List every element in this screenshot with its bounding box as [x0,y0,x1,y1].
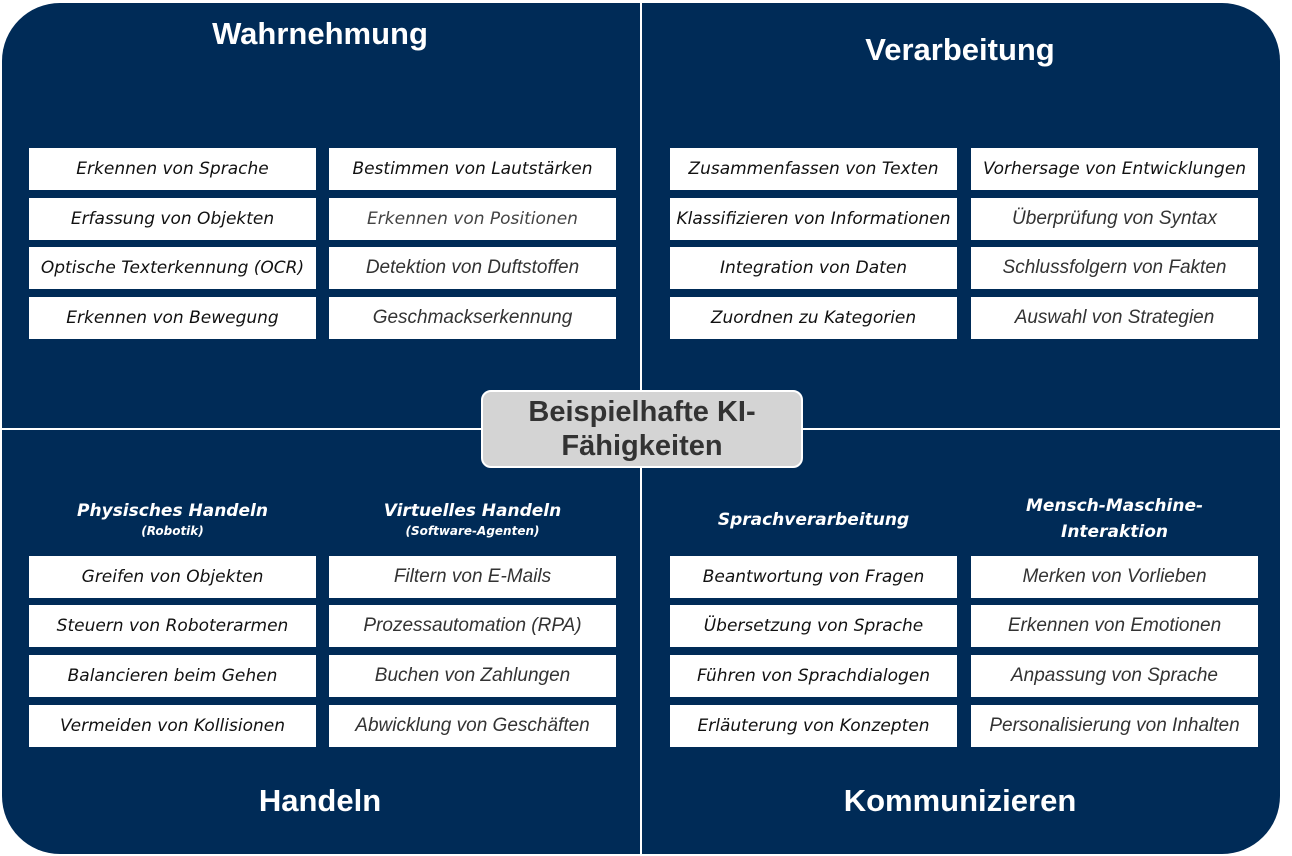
capability-box: Bestimmen von Lautstärken [329,148,616,190]
capability-box: Übersetzung von Sprache [670,605,957,647]
heading-main-line2: Interaktion [1061,522,1168,542]
heading-virtuelles-handeln [329,499,616,539]
heading-main: Physisches Handeln [77,501,268,521]
heading-small: (Software-Agenten) [405,524,540,538]
capability-box: Greifen von Objekten [29,556,316,598]
capability-box: Vermeiden von Kollisionen [29,705,316,747]
heading-mensch-maschine-interaktion [971,494,1258,544]
heading-main: Virtuelles Handeln [383,501,562,521]
title-kommunizieren: Kommunizieren [843,783,1077,818]
capability-box: Klassifizieren von Informationen [670,198,957,240]
capability-box: Vorhersage von Entwicklungen [971,148,1258,190]
capability-box: Detektion von Duftstoffen [329,247,616,289]
center-label: Beispielhafte KI-Fähigkeiten [481,390,803,468]
capability-box: Auswahl von Strategien [971,297,1258,339]
capability-box: Zusammenfassen von Texten [670,148,957,190]
capability-box: Erkennen von Bewegung [29,297,316,339]
capability-box: Erkennen von Sprache [29,148,316,190]
capability-box: Geschmackserkennung [329,297,616,339]
capability-box: Prozessautomation (RPA) [329,605,616,647]
capability-box: Balancieren beim Gehen [29,655,316,697]
capability-box: Erläuterung von Konzepten [670,705,957,747]
capability-box: Optische Texterkennung (OCR) [29,247,316,289]
title-wahrnehmung: Wahrnehmung [212,16,428,51]
heading-small: (Robotik) [141,524,204,538]
capability-box: Anpassung von Sprache [971,655,1258,697]
title-handeln: Handeln [258,783,382,818]
capability-box: Zuordnen zu Kategorien [670,297,957,339]
capability-box: Integration von Daten [670,247,957,289]
heading-main-line1: Mensch-Maschine- [1025,496,1204,516]
capability-box: Merken von Vorlieben [971,556,1258,598]
heading-physisches-handeln [29,499,316,539]
capability-box: Beantwortung von Fragen [670,556,957,598]
capability-box: Filtern von E-Mails [329,556,616,598]
capability-box: Führen von Sprachdialogen [670,655,957,697]
capability-box: Erkennen von Positionen [329,198,616,240]
capability-box: Buchen von Zahlungen [329,655,616,697]
heading-sprachverarbeitung [670,508,957,532]
capability-box: Schlussfolgern von Fakten [971,247,1258,289]
title-verarbeitung: Verarbeitung [865,32,1055,67]
capability-box: Steuern von Roboterarmen [29,605,316,647]
capability-box: Überprüfung von Syntax [971,198,1258,240]
capability-box: Personalisierung von Inhalten [971,705,1258,747]
heading-main: Sprachverarbeitung [717,510,910,530]
capability-box: Erkennen von Emotionen [971,605,1258,647]
capability-box: Erfassung von Objekten [29,198,316,240]
capability-box: Abwicklung von Geschäften [329,705,616,747]
